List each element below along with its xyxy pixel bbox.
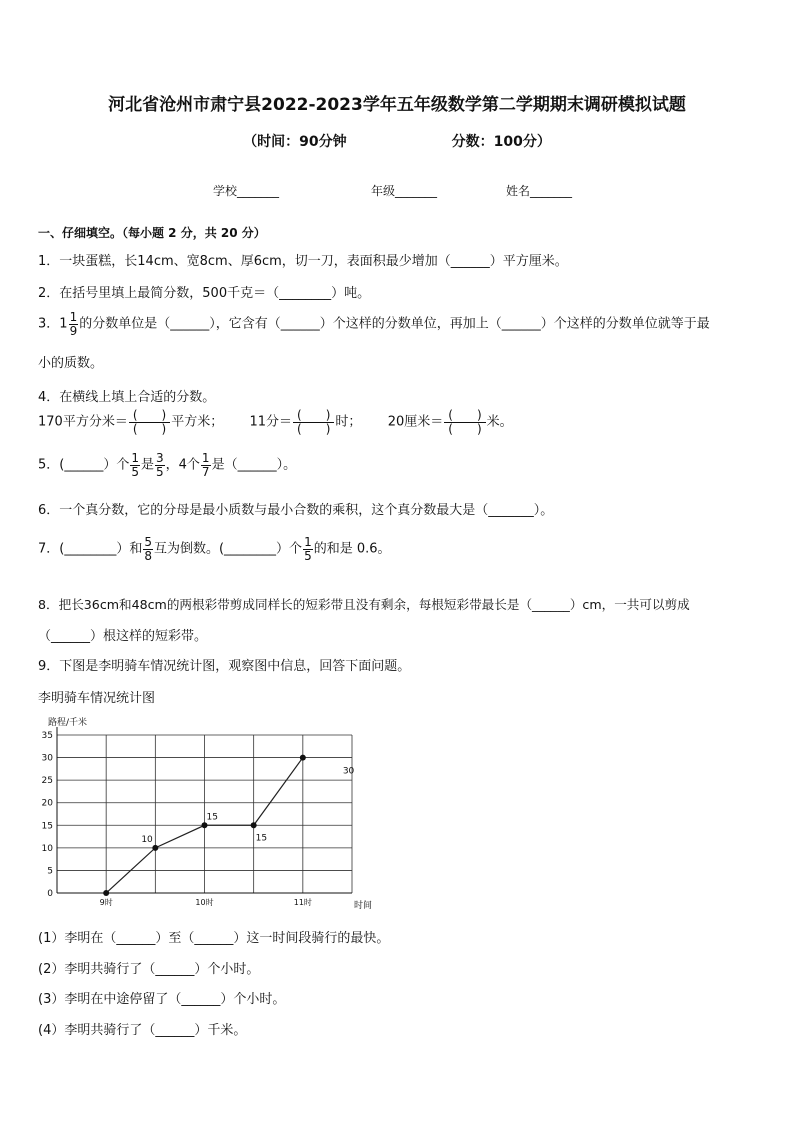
y-tick-label: 0 xyxy=(47,889,53,899)
x-tick-labels xyxy=(100,897,312,907)
exam-score: 分数：100分） xyxy=(451,134,551,150)
question-7 xyxy=(38,536,391,562)
data-label: 30 xyxy=(342,766,355,777)
blank-denominator: ( ) xyxy=(448,421,482,436)
denominator: 5 xyxy=(304,548,312,563)
item-c-unit: 米。 xyxy=(486,414,513,430)
item-b-unit: 时； xyxy=(335,414,362,430)
numerator: 1 xyxy=(131,451,139,465)
question-text: ，4个 xyxy=(165,457,200,473)
question-9-1: (1）李明在（______）至（______）这一时间段骑行的最快。 xyxy=(38,931,390,946)
denominator: 9 xyxy=(69,323,78,338)
section-heading: 一、仔细填空。（每小题 2 分，共 20 分） xyxy=(38,226,266,240)
question-8: 8．把长36cm和48cm的两根彩带剪成同样长的短彩带且没有剩余，每根短彩带最长是（______）cm，一共可以剪成 xyxy=(38,597,690,612)
question-4: 4．在横线上填上合适的分数。 xyxy=(38,390,216,405)
blank-numerator: ( ) xyxy=(129,409,170,423)
denominator: 8 xyxy=(144,548,152,563)
question-9-2: (2）李明共骑行了（______）个小时。 xyxy=(38,962,260,977)
question-text: 互为倒数。(________）个 xyxy=(153,541,303,557)
blank-denominator: ( ) xyxy=(132,421,167,436)
blank-numerator: ( ) xyxy=(444,409,485,423)
question-3 xyxy=(38,311,710,337)
y-axis-label: 路程/千米 xyxy=(48,718,88,728)
fraction xyxy=(143,536,153,562)
fraction xyxy=(155,452,165,478)
chart-title: 李明骑车情况统计图 xyxy=(38,691,156,706)
page-title: 河北省沧州市肃宁县2022-2023学年五年级数学第二学期期末调研模拟试题 xyxy=(108,95,686,115)
blank-fraction xyxy=(129,409,170,435)
x-tick-label: 10时 xyxy=(195,898,214,907)
question-text: 的和是 0.6。 xyxy=(313,541,391,557)
question-5 xyxy=(38,452,296,478)
question-1: 1．一块蛋糕，长14cm、宽8cm、厚6cm，切一刀，表面积最少增加（______）平方厘米。 xyxy=(38,254,568,269)
x-axis-label: 时间 xyxy=(354,901,373,911)
blank-fraction xyxy=(444,409,485,435)
y-tick-label: 5 xyxy=(47,866,53,877)
question-number: 3． xyxy=(38,316,60,332)
question-text: 的分数单位是（______），它含有（______）个这样的分数单位，再加上（______）个这样的分数单位就等于最 xyxy=(79,316,710,332)
item-a-label: 170平方分米＝ xyxy=(38,414,128,430)
data-label: 15 xyxy=(206,812,218,823)
item-a-unit: 平方米； xyxy=(171,414,224,430)
x-tick-label: 9时 xyxy=(99,898,113,907)
data-point xyxy=(152,845,158,851)
numerator: 1 xyxy=(304,535,312,549)
question-3-cont: 小的质数。 xyxy=(38,356,104,371)
x-tick-label: 11时 xyxy=(293,898,312,907)
exam-meta xyxy=(0,131,794,151)
y-tick-label: 25 xyxy=(41,776,53,787)
fraction xyxy=(201,452,211,478)
name-field: 姓名_______ xyxy=(506,184,573,198)
data-label: 15 xyxy=(255,833,268,844)
data-point xyxy=(202,822,208,828)
y-tick-label: 30 xyxy=(41,753,53,764)
numerator: 5 xyxy=(144,535,152,549)
grade-field: 年级_______ xyxy=(371,184,438,198)
question-text: 7．(________）和 xyxy=(38,541,143,557)
question-text: 是 xyxy=(140,457,154,473)
question-8-cont: （______）根这样的短彩带。 xyxy=(38,629,208,644)
data-point xyxy=(300,755,306,761)
question-4-items xyxy=(38,409,513,435)
numerator: 1 xyxy=(201,451,210,465)
data-point xyxy=(103,890,109,896)
chart-grid xyxy=(57,735,352,893)
mixed-number-int: 1 xyxy=(59,316,68,332)
data-labels xyxy=(141,767,354,845)
exam-time: （时间：90分钟 xyxy=(243,134,347,150)
question-9-3: (3）李明在中途停留了（______）个小时。 xyxy=(38,992,286,1007)
fraction xyxy=(303,536,313,562)
item-b-label: 11分＝ xyxy=(249,414,293,430)
denominator: 5 xyxy=(131,464,139,479)
blank-numerator: ( ) xyxy=(293,409,334,423)
question-9: 9．下图是李明骑车情况统计图，观察图中信息，回答下面问题。 xyxy=(38,659,411,674)
question-6: 6．一个真分数，它的分母是最小质数与最小合数的乘积，这个真分数最大是（_______）。 xyxy=(38,503,554,518)
denominator: 7 xyxy=(201,464,210,479)
data-label: 10 xyxy=(141,834,153,845)
y-tick-label: 35 xyxy=(41,731,53,741)
y-tick-label: 15 xyxy=(41,821,53,832)
question-2: 2．在括号里填上最简分数，500千克＝（________）吨。 xyxy=(38,286,371,301)
numerator: 3 xyxy=(156,451,164,465)
line-chart xyxy=(30,710,390,915)
question-9-4: (4）李明共骑行了（______）千米。 xyxy=(38,1023,247,1038)
data-point xyxy=(251,822,257,828)
school-field: 学校_______ xyxy=(213,184,280,198)
question-text: 是（______）。 xyxy=(211,457,297,473)
y-tick-labels xyxy=(42,731,54,899)
y-tick-label: 20 xyxy=(41,798,53,809)
question-text: 5．(______）个 xyxy=(38,457,130,473)
fraction xyxy=(130,452,140,478)
denominator: 5 xyxy=(156,464,164,479)
y-tick-label: 10 xyxy=(41,843,53,854)
item-c-label: 20厘米＝ xyxy=(387,414,444,430)
fraction xyxy=(69,311,79,337)
blank-fraction xyxy=(293,409,334,435)
blank-denominator: ( ) xyxy=(297,421,331,436)
numerator: 1 xyxy=(69,310,78,324)
